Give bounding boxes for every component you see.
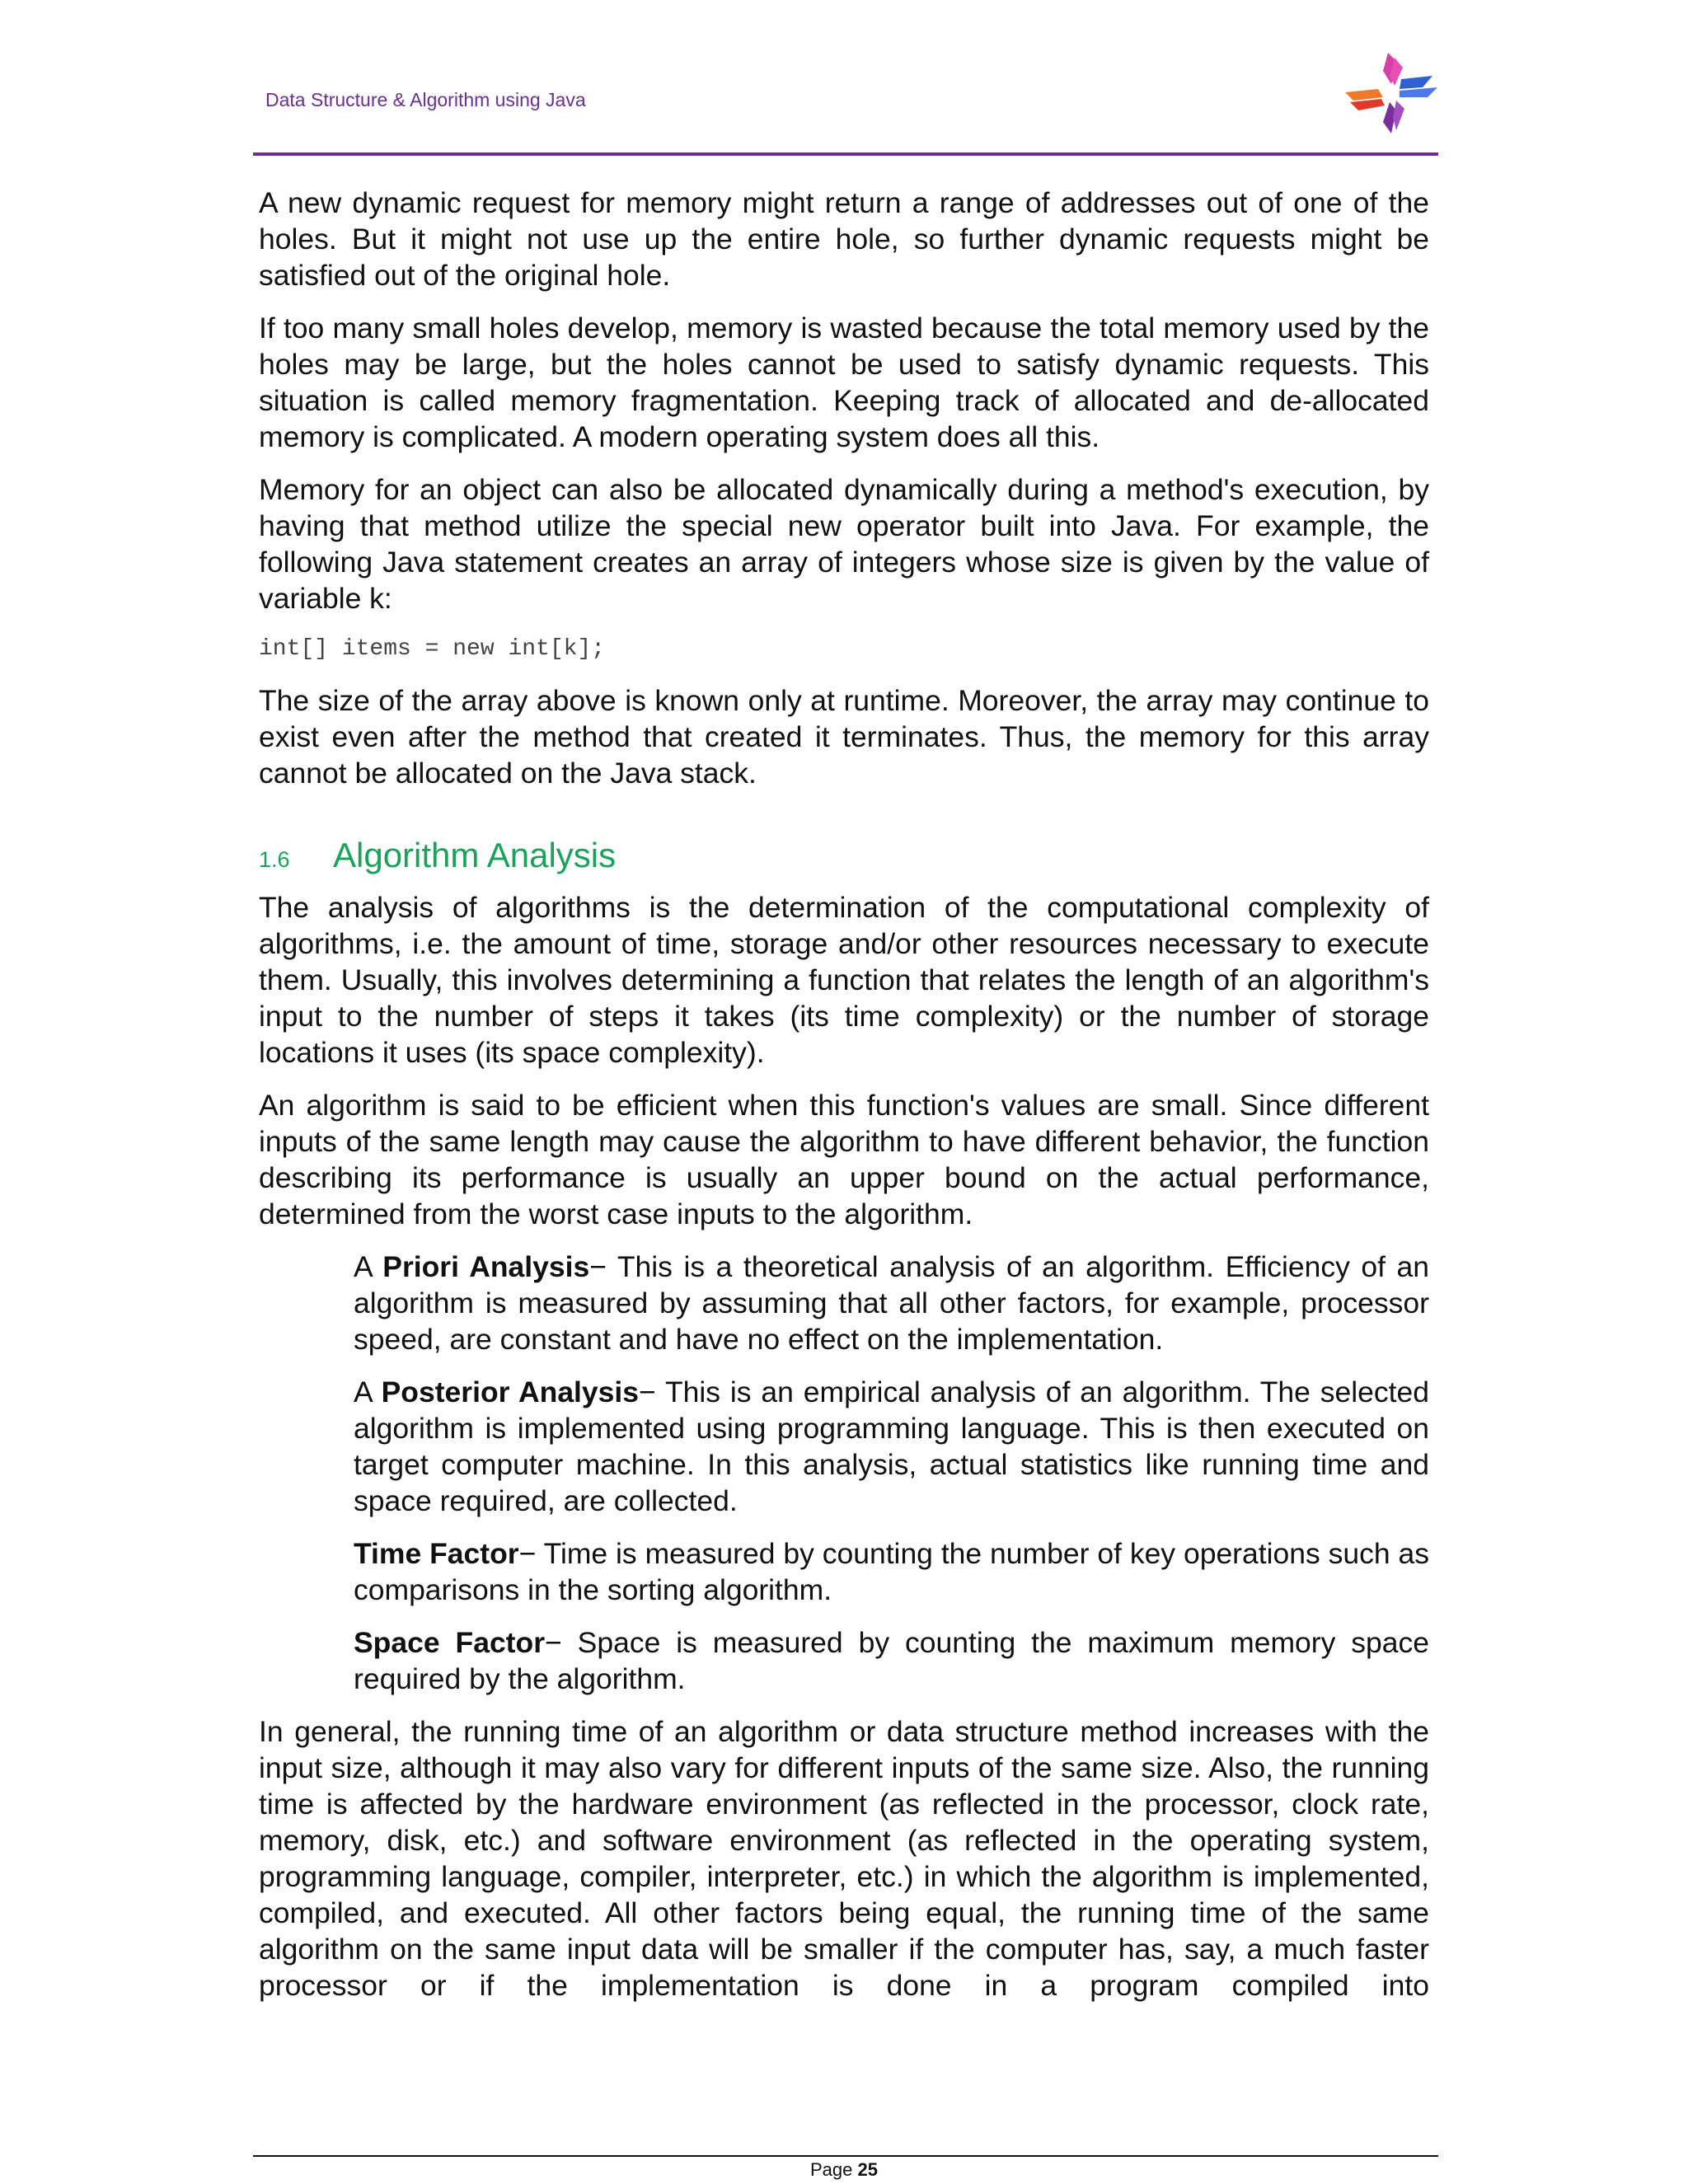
item-term: Posterior Analysis (381, 1376, 640, 1408)
item-text: − This is a theoretical analysis of an algorithm. Efficiency of an algorithm is measured by assuming that all other factors, for example, processor speed, are constant and have no effect on the implementation. (354, 1250, 1429, 1356)
list-item (354, 1624, 1429, 1697)
paragraph: An algorithm is said to be efficient when this function's values are small. Since different inputs of the same length may cause the algorithm to have different behavior, the function describing its performance is usually an upper bound on the actual performance, determined from the worst case inputs to the algorithm. (259, 1089, 1429, 1230)
header-rule (253, 152, 1438, 156)
item-text: − This is an empirical analysis of an algorithm. The selected algorithm is implemented using programming language. This is then executed on target computer machine. In this analysis, actual statistics like running time and space required, are collected. (354, 1376, 1429, 1517)
item-term: Priori Analysis (382, 1250, 590, 1283)
section-number: 1.6 (259, 847, 290, 872)
list-item (354, 1249, 1429, 1357)
page-footer (0, 2159, 1688, 2181)
page-label: Page (810, 2159, 853, 2180)
page-content (259, 185, 1429, 2020)
footer-rule (253, 2155, 1438, 2157)
code-snippet: int[] items = new int[k]; (259, 636, 606, 662)
paragraph: A new dynamic request for memory might return a range of addresses out of one of the holes. But it might not use up the entire hole, so further dynamic requests might be satisfied out of the original hole. (259, 186, 1429, 292)
paragraph: The analysis of algorithms is the determination of the computational complexity of algorithms, i.e. the amount of time, storage and/or other resources necessary to execute them. Usually, this involves determining a function that relates the length of an algorithm's input to the number of steps it takes (its time complexity) or the number of storage locations it uses (its space complexity). (259, 891, 1429, 1069)
list-item (354, 1535, 1429, 1608)
paragraph: In general, the running time of an algorithm or data structure method increases with the input size, although it may also vary for different inputs of the same size. Also, the running time is affected by the hardware environment (as reflected in the processor, clock rate, memory, disk, etc.) and software environment (as reflected in the operating system, programming language, compiler, interpreter, etc.) in which the algorithm is implemented, compiled, and executed. All other factors being equal, the running time of the same algorithm on the same input data will be smaller if the computer has, say, a much faster processor or if the implementation is done in a program compiled into (259, 1715, 1429, 2002)
list-item (354, 1374, 1429, 1519)
item-term: Time Factor (354, 1537, 519, 1570)
paragraph: If too many small holes develop, memory is wasted because the total memory used by the holes may be large, but the holes cannot be used to satisfy dynamic requests. This situation is called memory fragmentation. Keeping track of allocated and de-allocated memory is complicated. A modern operating system does all this. (259, 312, 1429, 453)
item-term: Space Factor (354, 1626, 546, 1659)
paragraph: Memory for an object can also be allocated dynamically during a method's execution, by having that method utilize the special new operator built into Java. For example, the following Java statement creates an array of integers whose size is given by the value of variable k: (259, 473, 1429, 615)
section-title: Algorithm Analysis (333, 836, 617, 874)
paragraph: The size of the array above is known only at runtime. Moreover, the array may continue to exist even after the method that created it terminates. Thus, the memory for this array cannot be allocated on the Java stack. (259, 684, 1429, 790)
item-prefix: A (354, 1376, 382, 1408)
page-number: 25 (857, 2159, 878, 2180)
item-text: − Space is measured by counting the maximum memory space required by the algorithm. (354, 1626, 1429, 1695)
item-prefix: A (354, 1250, 383, 1283)
section-heading (259, 832, 1429, 883)
logo-icon (1342, 51, 1439, 137)
item-text: − Time is measured by counting the number of key operations such as comparisons in the sorting algorithm. (354, 1537, 1429, 1606)
header-title: Data Structure & Algorithm using Java (265, 89, 586, 110)
